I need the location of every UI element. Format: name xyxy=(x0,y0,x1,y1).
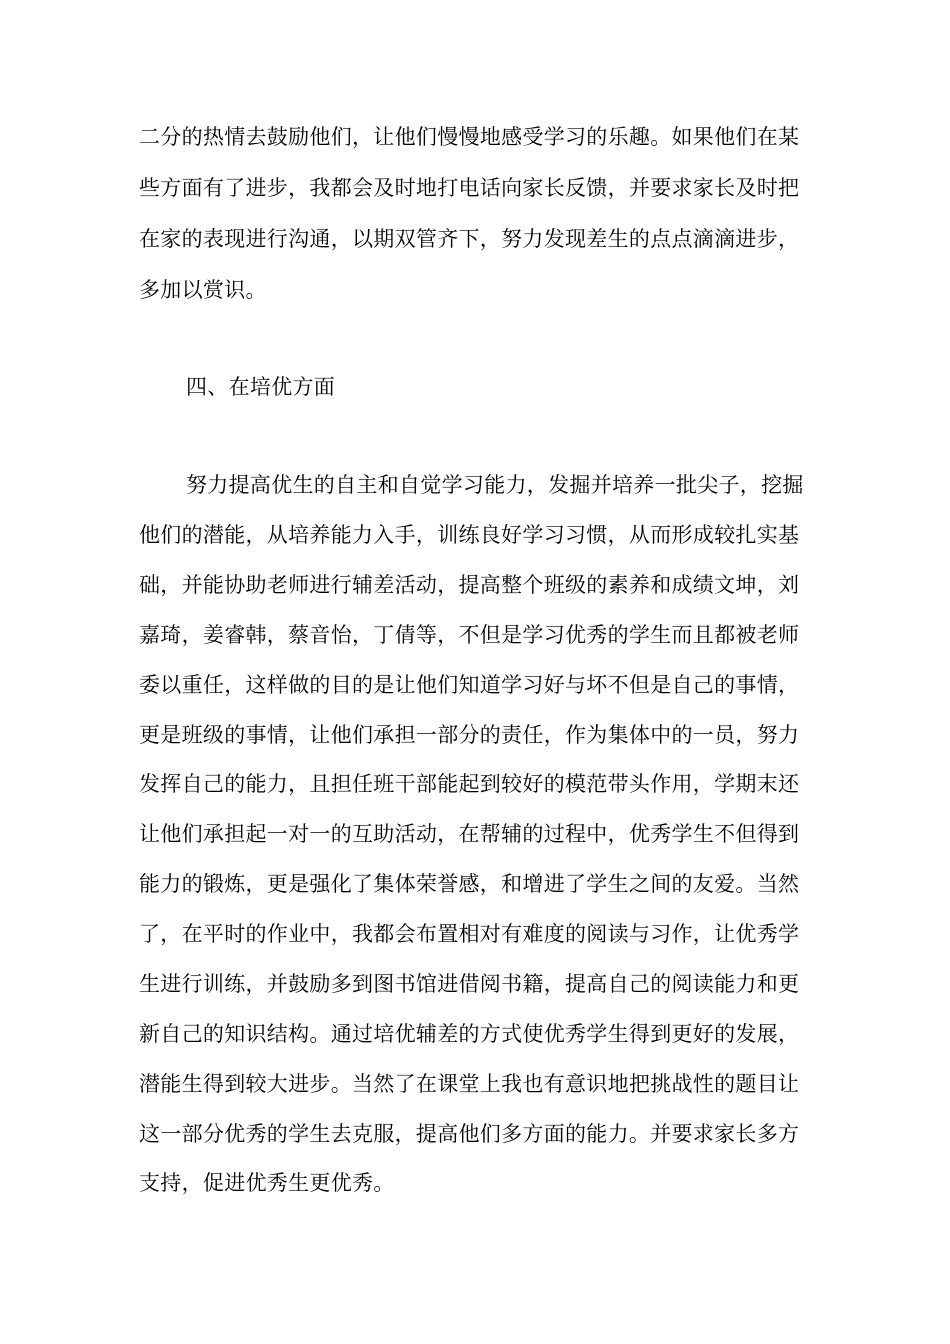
paragraph-2-line-4: 嘉琦，姜睿韩，蔡音怡，丁倩等，不但是学习优秀的学生而且都被老师 xyxy=(139,623,800,647)
paragraph-2-line-8: 让他们承担起一对一的互助活动，在帮辅的过程中，优秀学生不但得到 xyxy=(139,822,800,846)
paragraph-2-line-13: 潜能生得到较大进步。当然了在课堂上我也有意识地把挑战性的题目让 xyxy=(139,1072,800,1096)
paragraph-1-line-3: 在家的表现进行沟通，以期双管齐下，努力发现差生的点点滴滴进步， xyxy=(139,227,800,251)
paragraph-1-line-4: 多加以赏识。 xyxy=(139,278,267,302)
paragraph-2-line-9: 能力的锻炼，更是强化了集体荣誉感，和增进了学生之间的友爱。当然 xyxy=(139,872,800,896)
paragraph-2-line-1: 努力提高优生的自主和自觉学习能力，发掘并培养一批尖子，挖掘 xyxy=(186,473,804,497)
paragraph-1-line-2: 些方面有了进步，我都会及时地打电话向家长反馈，并要求家长及时把 xyxy=(139,176,800,200)
paragraph-2-line-15: 支持，促进优秀生更优秀。 xyxy=(139,1171,395,1195)
section-heading: 四、在培优方面 xyxy=(186,375,336,399)
paragraph-2-line-11: 生进行训练，并鼓励多到图书馆进借阅书籍，提高自己的阅读能力和更 xyxy=(139,972,800,996)
paragraph-2-line-5: 委以重任，这样做的目的是让他们知道学习好与坏不但是自己的事情， xyxy=(139,673,800,697)
paragraph-2-line-2: 他们的潜能，从培养能力入手，训练良好学习习惯，从而形成较扎实基 xyxy=(139,523,800,547)
paragraph-2-line-6: 更是班级的事情，让他们承担一部分的责任，作为集体中的一员，努力 xyxy=(139,723,800,747)
paragraph-1-line-1: 二分的热情去鼓励他们，让他们慢慢地感受学习的乐趣。如果他们在某 xyxy=(139,125,800,149)
paragraph-2-line-7: 发挥自己的能力，且担任班干部能起到较好的模范带头作用，学期末还 xyxy=(139,772,800,796)
paragraph-2-line-10: 了，在平时的作业中，我都会布置相对有难度的阅读与习作，让优秀学 xyxy=(139,922,800,946)
paragraph-2-line-3: 础，并能协助老师进行辅差活动，提高整个班级的素养和成绩文坤，刘 xyxy=(139,573,800,597)
paragraph-2-line-12: 新自己的知识结构。通过培优辅差的方式使优秀学生得到更好的发展， xyxy=(139,1022,800,1046)
paragraph-2-line-14: 这一部分优秀的学生去克服，提高他们多方面的能力。并要求家长多方 xyxy=(139,1122,800,1146)
